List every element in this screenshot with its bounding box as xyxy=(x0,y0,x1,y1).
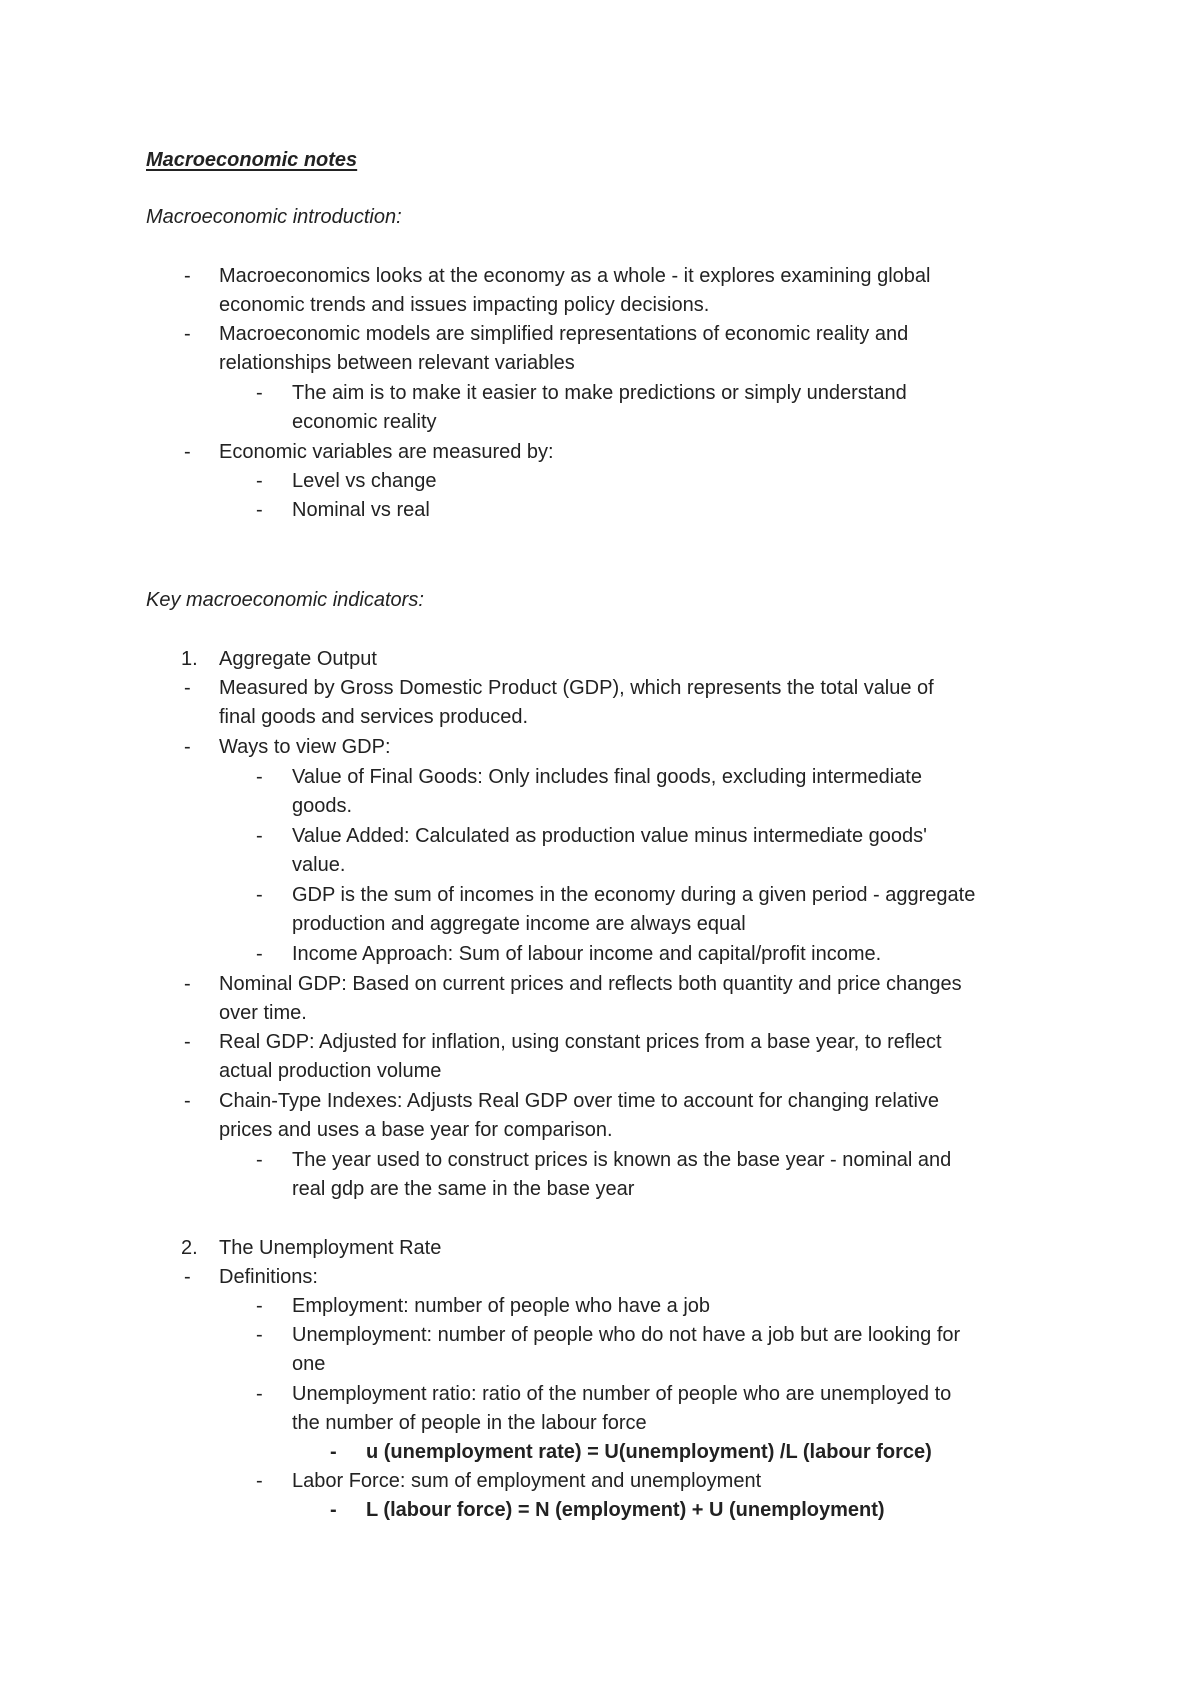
formula-labour-force: L (labour force) = N (employment) + U (unemployment) xyxy=(366,1499,885,1521)
sub-list-item: Level vs change xyxy=(292,470,437,492)
bullet-dash: - xyxy=(330,1441,337,1463)
formula-unemployment-rate: u (unemployment rate) = U(unemployment) /L (labour force) xyxy=(366,1441,932,1463)
numbered-marker: 2. xyxy=(181,1237,198,1259)
sub-list-item: Labor Force: sum of employment and unemployment xyxy=(292,1470,762,1492)
sub-list-item-continuation: value. xyxy=(292,854,346,876)
bullet-dash: - xyxy=(256,1470,263,1492)
sub-list-item: Value of Final Goods: Only includes final goods, excluding intermediate xyxy=(292,766,922,788)
numbered-item-title: The Unemployment Rate xyxy=(219,1237,442,1259)
sub-list-item: Unemployment: number of people who do not have a job but are looking for xyxy=(292,1324,961,1346)
bullet-dash: - xyxy=(184,736,191,758)
document-title: Macroeconomic notes xyxy=(146,149,358,171)
sub-list-item-continuation: the number of people in the labour force xyxy=(292,1412,647,1434)
bullet-dash: - xyxy=(184,677,191,699)
bullet-dash: - xyxy=(184,1090,191,1112)
bullet-dash: - xyxy=(184,973,191,995)
bullet-dash: - xyxy=(184,1266,191,1288)
list-item-continuation: relationships between relevant variables xyxy=(219,352,575,374)
list-item: Chain-Type Indexes: Adjusts Real GDP over time to account for changing relative xyxy=(219,1090,940,1112)
list-item-continuation: actual production volume xyxy=(219,1060,442,1082)
bullet-dash: - xyxy=(256,1295,263,1317)
sub-list-item: The aim is to make it easier to make predictions or simply understand xyxy=(292,382,907,404)
sub-list-item-continuation: goods. xyxy=(292,795,353,817)
sub-list-item: Nominal vs real xyxy=(292,499,430,521)
bullet-dash: - xyxy=(330,1499,337,1521)
numbered-item-title: Aggregate Output xyxy=(219,648,377,670)
sub-list-item: Value Added: Calculated as production value minus intermediate goods' xyxy=(292,825,927,847)
sub-list-item-continuation: real gdp are the same in the base year xyxy=(292,1178,635,1200)
list-item-continuation: economic trends and issues impacting policy decisions. xyxy=(219,294,710,316)
bullet-dash: - xyxy=(256,1149,263,1171)
section-heading-indicators: Key macroeconomic indicators: xyxy=(146,589,424,611)
list-item: Macroeconomics looks at the economy as a whole - it explores examining global xyxy=(219,265,931,287)
list-item: Measured by Gross Domestic Product (GDP), which represents the total value of xyxy=(219,677,934,699)
bullet-dash: - xyxy=(184,323,191,345)
list-item: Real GDP: Adjusted for inflation, using constant prices from a base year, to reflect xyxy=(219,1031,942,1053)
section-heading-intro: Macroeconomic introduction: xyxy=(146,206,402,228)
bullet-dash: - xyxy=(256,470,263,492)
bullet-dash: - xyxy=(256,382,263,404)
sub-list-item-continuation: economic reality xyxy=(292,411,437,433)
list-item-continuation: over time. xyxy=(219,1002,307,1024)
list-item: Definitions: xyxy=(219,1266,318,1288)
bullet-dash: - xyxy=(256,499,263,521)
bullet-dash: - xyxy=(184,265,191,287)
sub-list-item: Employment: number of people who have a job xyxy=(292,1295,711,1317)
sub-list-item: Unemployment ratio: ratio of the number of people who are unemployed to xyxy=(292,1383,952,1405)
bullet-dash: - xyxy=(256,1383,263,1405)
sub-list-item: Income Approach: Sum of labour income and capital/profit income. xyxy=(292,943,882,965)
numbered-marker: 1. xyxy=(181,648,198,670)
bullet-dash: - xyxy=(256,943,263,965)
bullet-dash: - xyxy=(256,825,263,847)
bullet-dash: - xyxy=(184,441,191,463)
bullet-dash: - xyxy=(184,1031,191,1053)
sub-list-item: GDP is the sum of incomes in the economy during a given period - aggregate xyxy=(292,884,976,906)
bullet-dash: - xyxy=(256,1324,263,1346)
list-item: Macroeconomic models are simplified representations of economic reality and xyxy=(219,323,909,345)
list-item-continuation: final goods and services produced. xyxy=(219,706,529,728)
list-item-continuation: prices and uses a base year for comparison. xyxy=(219,1119,613,1141)
list-item: Nominal GDP: Based on current prices and reflects both quantity and price changes xyxy=(219,973,962,995)
list-item: Ways to view GDP: xyxy=(219,736,391,758)
list-item: Economic variables are measured by: xyxy=(219,441,554,463)
bullet-dash: - xyxy=(256,884,263,906)
sub-list-item-continuation: one xyxy=(292,1353,326,1375)
sub-list-item: The year used to construct prices is known as the base year - nominal and xyxy=(292,1149,952,1171)
sub-list-item-continuation: production and aggregate income are always equal xyxy=(292,913,746,935)
bullet-dash: - xyxy=(256,766,263,788)
